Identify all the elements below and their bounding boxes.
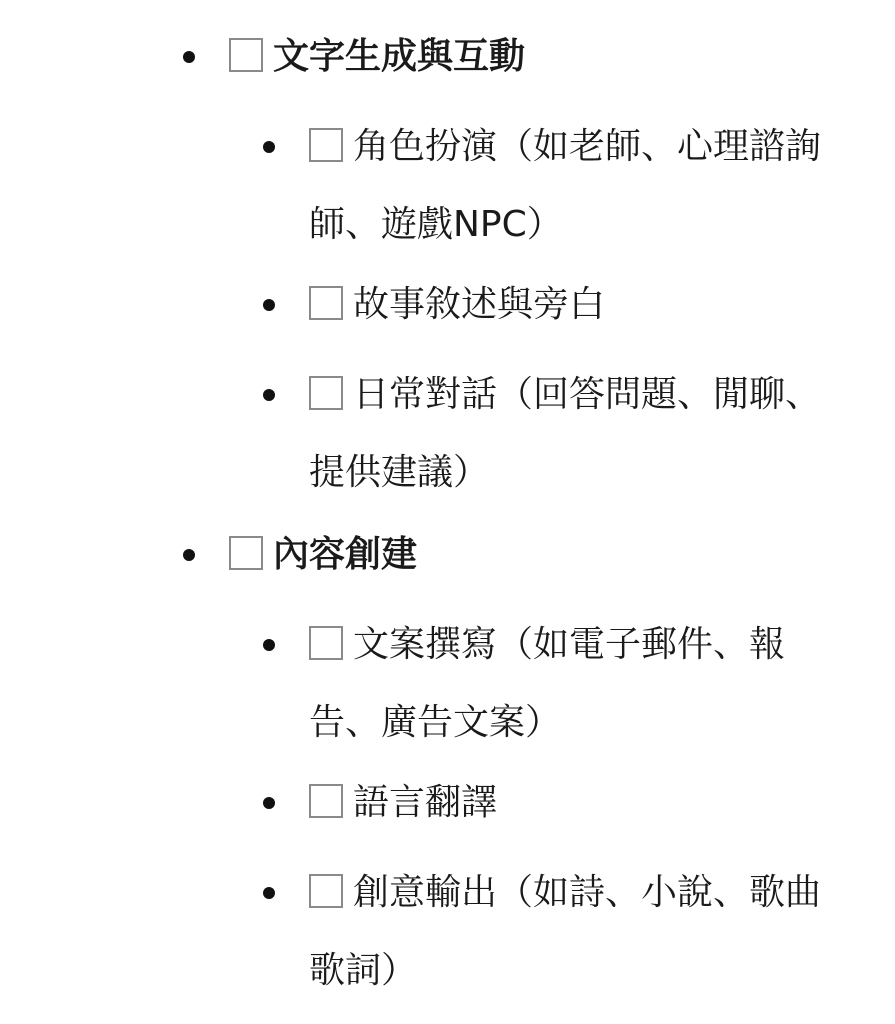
bullet-icon (263, 797, 275, 809)
checklist-item (309, 764, 849, 842)
bullet-icon (263, 389, 275, 401)
bullet-icon (263, 299, 275, 311)
item-label: 語言翻譯 (353, 782, 498, 823)
bullet-icon (183, 51, 195, 63)
checkbox[interactable] (309, 784, 343, 818)
bullet-icon (263, 141, 275, 153)
checklist-item (309, 854, 849, 1010)
checklist-item (309, 266, 849, 344)
bullet-icon (263, 639, 275, 651)
checkbox[interactable] (309, 128, 343, 162)
item-label: 故事敘述與旁白 (353, 284, 606, 325)
checkbox[interactable] (309, 626, 343, 660)
checklist-section (229, 18, 849, 96)
item-label: 日常對話（回答問題、閒聊、提供建議） (309, 374, 822, 493)
checkbox[interactable] (309, 286, 343, 320)
section-label: 文字生成與互動 (273, 36, 526, 77)
bullet-icon (183, 549, 195, 561)
item-label: 創意輸出（如詩、小說、歌曲歌詞） (309, 872, 822, 991)
item-label: 文案撰寫（如電子郵件、報告、廣告文案） (309, 624, 786, 743)
item-label: 角色扮演（如老師、心理諮詢師、遊戲NPC） (309, 126, 822, 245)
checklist-section (229, 516, 849, 594)
checkbox[interactable] (229, 536, 263, 570)
checkbox[interactable] (229, 38, 263, 72)
bullet-icon (263, 887, 275, 899)
checkbox[interactable] (309, 376, 343, 410)
checklist-item (309, 606, 849, 762)
section-label: 內容創建 (273, 534, 418, 575)
checklist-item (309, 108, 849, 264)
checkbox[interactable] (309, 874, 343, 908)
checklist-item (309, 356, 849, 512)
